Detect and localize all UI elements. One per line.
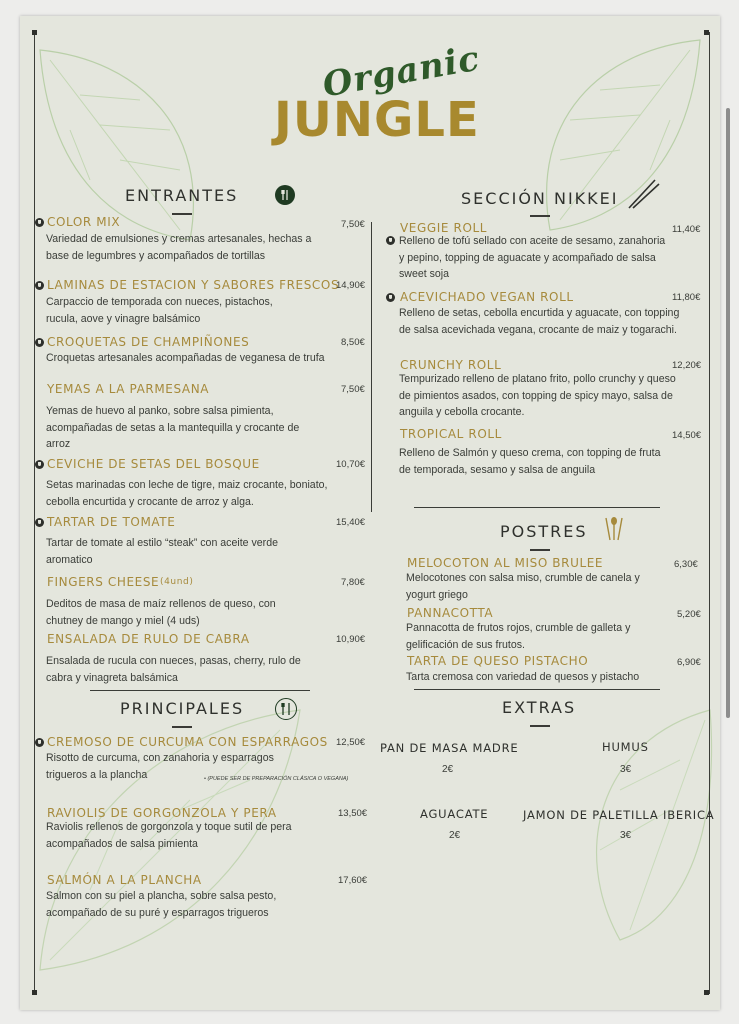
frame-corner [32,990,37,995]
item-price: 10,90€ [336,634,366,645]
cutlery-icon [275,185,295,205]
section-underline [172,213,192,215]
item-description: Relleno de tofú sellado con aceite de sesamo, zanahoria y pepino, topping de aguacate y acompañado de salsa sweet soja [399,235,666,280]
item-price: 8,50€ [341,337,365,348]
extra-name: AGUACATE [420,807,489,821]
item-name: TROPICAL ROLL [400,427,502,441]
item-description: Pannacotta de frutos rojos, crumble de galleta y gelificación de sus frutos. [406,622,631,651]
item-name: YEMAS A LA PARMESANA [47,382,210,396]
item-description: Ensalada de rucula con nueces, pasas, cherry, rulo de cabra y vinagreta balsámica [46,655,301,684]
section-underline [172,726,192,728]
item-description: Yemas de huevo al panko, sobre salsa pimienta, acompañadas de setas a la mantequilla y crocante de arroz [46,405,300,450]
section-divider [414,507,660,508]
vegan-leaf-icon [35,218,44,227]
item-description: Tarta cremosa con variedad de quesos y pistacho [406,671,640,683]
preparation-note: • (PUEDE SER DE PREPARACIÓN CLÁSICA O VEGANA) [204,776,349,782]
dessert-spoons-icon [600,516,628,542]
item-description: Deditos de masa de maíz rellenos de queso, con chutney de mango y miel (4 uds) [46,598,276,627]
item-name: ENSALADA DE RULO DE CABRA [47,632,250,646]
item-name: RAVIOLIS DE GORGONZOLA Y PERA [47,806,277,820]
section-title-nikkei: SECCIÓN NIKKEI [461,189,619,208]
item-description: Relleno de Salmón y queso crema, con topping de fruta de temporada, sesamo y salsa de anguila [399,447,661,476]
section-underline [530,549,550,551]
frame-corner [704,990,709,995]
cutlery-icon [275,698,297,720]
item-name: FINGERS CHEESE [47,575,160,589]
item-description: Setas marinadas con leche de tigre, maiz crocante, boniato, cebolla encurtida y crocante de arroz y alga. [46,479,328,508]
item-name: TARTA DE QUESO PISTACHO [407,654,589,668]
item-description: Melocotones con salsa miso, crumble de canela y yogurt griego [406,572,640,601]
item-name-suffix: (4und) [160,577,194,587]
vegan-leaf-icon [386,236,395,245]
extra-price: 3€ [620,830,632,841]
extra-name: PAN DE MASA MADRE [380,741,519,755]
section-underline [530,215,550,217]
item-description: Variedad de emulsiones y cremas artesanales, hechas a base de legumbres y acompañados de tortillas [46,233,312,262]
item-name: CROQUETAS DE CHAMPIÑONES [47,335,250,349]
section-title-principales: PRINCIPALES [120,699,245,718]
item-description: Tartar de tomate al estilo “steak” con aceite verde aromatico [46,537,278,566]
item-name: PANNACOTTA [407,606,494,620]
vegan-leaf-icon [35,738,44,747]
item-name: VEGGIE ROLL [400,221,488,235]
item-price: 14,90€ [336,280,366,291]
chopsticks-icon [625,176,661,212]
section-underline [530,725,550,727]
section-title-entrantes: ENTRANTES [125,186,239,205]
section-divider [414,689,660,690]
item-name: COLOR MIX [47,215,121,229]
section-divider [90,690,310,691]
extra-name: JAMON DE PALETILLA IBERICA [523,808,715,822]
section-title-extras: EXTRAS [502,698,577,717]
item-price: 11,80€ [672,292,701,303]
logo-main: JUNGLE [274,92,480,148]
vegan-leaf-icon [35,518,44,527]
item-price: 12,50€ [336,737,366,748]
item-name: CREMOSO DE CURCUMA CON ESPARRAGOS [47,735,328,749]
item-description: Tempurizado relleno de platano frito, pollo crunchy y queso de pimientos asados, con topping de spicy mayo, salsa de anguila y cebolla crocante. [399,373,676,418]
frame-corner [32,30,37,35]
item-name: MELOCOTON AL MISO BRULEE [407,556,604,570]
item-price: 12,20€ [672,360,702,371]
item-price: 6,30€ [674,559,698,570]
item-name: TARTAR DE TOMATE [47,515,176,529]
extra-name: HUMUS [602,740,649,754]
vegan-leaf-icon [35,460,44,469]
item-price: 17,60€ [338,875,368,886]
section-title-postres: POSTRES [500,522,588,541]
item-description: Salmon con su piel a plancha, sobre salsa pesto, acompañado de su puré y esparragos trigueros [46,890,277,919]
item-price: 14,50€ [672,430,702,441]
item-price: 7,50€ [341,384,365,395]
item-price: 7,80€ [341,577,365,588]
item-price: 7,50€ [341,219,365,230]
item-description: Risotto de curcuma, con zanahoria y esparragos trigueros a la plancha [46,752,274,781]
extra-price: 2€ [449,830,461,841]
item-description: Relleno de setas, cebolla encurtida y aguacate, con topping de salsa acevichada vegana, crocante de maiz y togarachi. [399,307,680,336]
logo-script: Organic [319,38,483,106]
item-price: 11,40€ [672,224,701,235]
item-description: Raviolis rellenos de gorgonzola y toque sutil de pera acompañados de salsa pimienta [46,821,292,850]
item-name: SALMÓN A LA PLANCHA [47,873,202,887]
column-divider [371,222,372,512]
item-price: 6,90€ [677,657,701,668]
item-name: ACEVICHADO VEGAN ROLL [400,290,574,304]
vegan-leaf-icon [386,293,395,302]
item-price: 10,70€ [336,459,366,470]
extra-price: 3€ [620,764,632,775]
scrollbar[interactable] [726,108,730,718]
item-price: 5,20€ [677,609,701,620]
item-price: 15,40€ [336,517,366,528]
vegan-leaf-icon [35,338,44,347]
item-description: Carpaccio de temporada con nueces, pistachos, rucula, aove y vinagre balsámico [46,296,273,325]
item-price: 13,50€ [338,808,368,819]
item-description: Croquetas artesanales acompañadas de veganesa de trufa [46,352,325,364]
item-name: CEVICHE DE SETAS DEL BOSQUE [47,457,260,471]
item-name: LAMINAS DE ESTACION Y SABORES FRESCOS [47,278,340,292]
extra-price: 2€ [442,764,454,775]
frame-corner [704,30,709,35]
vegan-leaf-icon [35,281,44,290]
item-name: CRUNCHY ROLL [400,358,502,372]
